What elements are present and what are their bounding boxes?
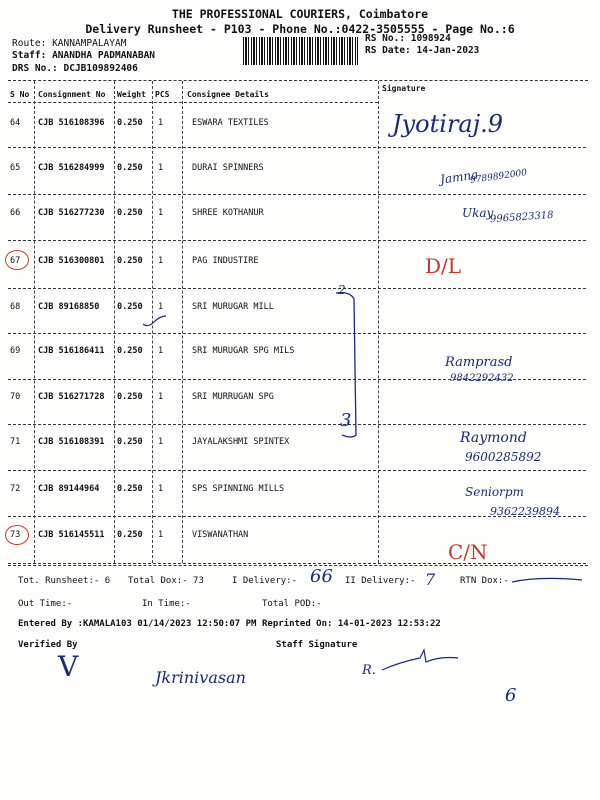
cell-pcs: 1 (158, 118, 164, 128)
cell-pcs: 1 (158, 208, 164, 218)
cell-sno: 67 (10, 256, 21, 266)
col-pcs: PCS (155, 90, 170, 99)
signature-row-71-phone: 9600285892 (465, 450, 542, 464)
cell-weight: 0.250 (117, 346, 143, 356)
cell-weight: 0.250 (117, 484, 143, 494)
col-divider (378, 81, 379, 563)
rs-date: RS Date: 14-Jan-2023 (365, 45, 480, 56)
header-bottom-rule (8, 102, 378, 103)
cell-sno: 72 (10, 484, 21, 494)
bracket-top-number: 2 (338, 283, 346, 297)
rtn-dox: RTN Dox:- (460, 576, 509, 586)
out-time: Out Time:- (18, 599, 73, 609)
cell-pcs: 1 (158, 437, 164, 447)
col-consignee: Consignee Details (187, 90, 269, 99)
cell-consignee: SRI MURRUGAN SPG (192, 392, 274, 402)
row-separator (8, 147, 586, 148)
footer-top-rule (8, 565, 588, 566)
i-delivery-value: 66 (310, 566, 333, 587)
col-divider (34, 81, 35, 563)
cell-consignment: CJB 516108391 (38, 437, 105, 447)
col-signature: Signature (382, 84, 426, 93)
cell-consignment: CJB 516277230 (38, 208, 105, 218)
route-label: Route: (12, 38, 47, 49)
col-consignment: Consignment No (38, 90, 106, 99)
cell-pcs: 1 (158, 392, 164, 402)
staff-line (12, 50, 155, 61)
cell-pcs: 1 (158, 163, 164, 173)
staff-handwritten-signature: Jkrinivasan (155, 668, 246, 687)
cell-consignee: SRI MURUGAR SPG MILS (192, 346, 295, 356)
cell-consignment: CJB 516300801 (38, 256, 105, 266)
cell-consignee: ESWARA TEXTILES (192, 118, 269, 128)
in-time: In Time:- (142, 599, 191, 609)
cell-sno: 73 (10, 530, 21, 540)
staff-label: Staff: (12, 50, 47, 61)
cell-consignment: CJB 516108396 (38, 118, 105, 128)
cell-weight: 0.250 (117, 302, 143, 312)
cell-weight: 0.250 (117, 163, 143, 173)
staff-signature-label: Staff Signature (276, 640, 358, 650)
drs-value: DCJB109892406 (63, 63, 138, 74)
col-sno: S No (10, 90, 30, 99)
six-mark: 6 (505, 685, 517, 706)
cell-weight: 0.250 (117, 118, 143, 128)
mark-circle (5, 250, 29, 270)
total-dox: Total Dox:- 73 (128, 576, 204, 586)
staff-sign-stroke-icon (380, 648, 460, 676)
row-separator (8, 470, 586, 471)
cell-sno: 64 (10, 118, 21, 128)
cn-mark-row-73: C/N (448, 540, 488, 564)
col-divider (182, 81, 183, 563)
cell-pcs: 1 (158, 346, 164, 356)
row-separator (8, 563, 586, 564)
cell-sno: 71 (10, 437, 21, 447)
table-top-rule (8, 80, 588, 81)
cell-consignment: CJB 516186411 (38, 346, 105, 356)
staff-initial: R. (362, 663, 376, 678)
cell-consignee: SPS SPINNING MILLS (192, 484, 285, 494)
cell-pcs: 1 (158, 256, 164, 266)
verified-mark: V (58, 650, 79, 683)
signature-row-66: Ukay (462, 206, 494, 220)
rtn-dox-stroke-icon (510, 574, 585, 586)
company-title: THE PROFESSIONAL COURIERS, Coimbatore (171, 7, 429, 21)
cell-weight: 0.250 (117, 530, 143, 540)
verified-by: Verified By (18, 640, 78, 650)
cell-sno: 65 (10, 163, 21, 173)
cell-consignee: PAG INDUSTIRE (192, 256, 259, 266)
drs-label: DRS No.: (12, 63, 58, 74)
bracket-number: 3 (340, 410, 352, 431)
col-weight: Weight (117, 90, 146, 99)
ii-delivery-label: II Delivery:- (345, 576, 416, 586)
col-divider (114, 81, 115, 563)
cell-sno: 69 (10, 346, 21, 356)
cell-consignee: SHREE KOTHANUR (192, 208, 264, 218)
cell-weight: 0.250 (117, 256, 143, 266)
cell-sno: 70 (10, 392, 21, 402)
signature-row-69: Ramprasd (445, 355, 513, 370)
cell-consignee: SRI MURUGAR MILL (192, 302, 274, 312)
runsheet-title: Delivery Runsheet - P103 - Phone No.:0422-3505555 - Page No.:6 (85, 22, 515, 36)
cell-sno: 66 (10, 208, 21, 218)
signature-row-65-phone: 9789892000 (469, 168, 528, 186)
route-line (12, 38, 126, 49)
cell-consignment: CJB 516145511 (38, 530, 105, 540)
signature-row-72: Seniorpm (465, 485, 524, 499)
cell-pcs: 1 (158, 484, 164, 494)
cell-consignment: CJB 516271728 (38, 392, 105, 402)
route-value: KANNAMPALAYAM (52, 38, 127, 49)
dl-mark-row-67: D/L (425, 254, 462, 278)
cell-consignment: CJB 516284999 (38, 163, 105, 173)
cell-consignee: JAYALAKSHMI SPINTEX (192, 437, 290, 447)
rs-number: RS No.: 1098924 (365, 33, 451, 44)
staff-value: ANANDHA PADMANABAN (52, 50, 156, 61)
ii-delivery-value: 7 (425, 570, 436, 589)
cell-weight: 0.250 (117, 208, 143, 218)
drs-line (12, 63, 138, 74)
cell-consignee: DURAI SPINNERS (192, 163, 264, 173)
cell-consignment: CJB 89144964 (38, 484, 100, 494)
cell-weight: 0.250 (117, 437, 143, 447)
row-separator (8, 288, 586, 289)
cell-consignment: CJB 89168850 (38, 302, 100, 312)
row-separator (8, 240, 586, 241)
check-mark-icon (140, 312, 170, 330)
signature-row-64: Jyotiraj.9 (392, 110, 504, 138)
i-delivery-label: I Delivery:- (232, 576, 298, 586)
signature-row-69-phone: 9842292432 (450, 373, 514, 384)
cell-consignee: VISWANATHAN (192, 530, 249, 540)
barcode (243, 37, 358, 65)
cell-sno: 68 (10, 302, 21, 312)
total-pod: Total POD:- (262, 599, 322, 609)
tot-runsheet: Tot. Runsheet:- 6 (18, 576, 111, 586)
signature-row-65: Jamna (439, 167, 480, 187)
cell-pcs: 1 (158, 530, 164, 540)
entered-by: Entered By :KAMALA103 01/14/2023 12:50:07 PM (18, 619, 257, 629)
row-separator (8, 333, 586, 334)
signature-row-66-phone: 9965823318 (489, 209, 554, 226)
signature-row-71: Raymond (460, 430, 527, 446)
row-separator (8, 194, 586, 195)
cell-weight: 0.250 (117, 392, 143, 402)
signature-row-72-phone: 9362239894 (490, 505, 560, 518)
reprinted-on: Reprinted On: 14-01-2023 12:53:22 (262, 619, 441, 629)
cell-pcs: 1 (158, 302, 164, 312)
bracket-mark-icon (330, 285, 375, 445)
mark-circle (5, 525, 29, 545)
row-separator (8, 424, 586, 425)
